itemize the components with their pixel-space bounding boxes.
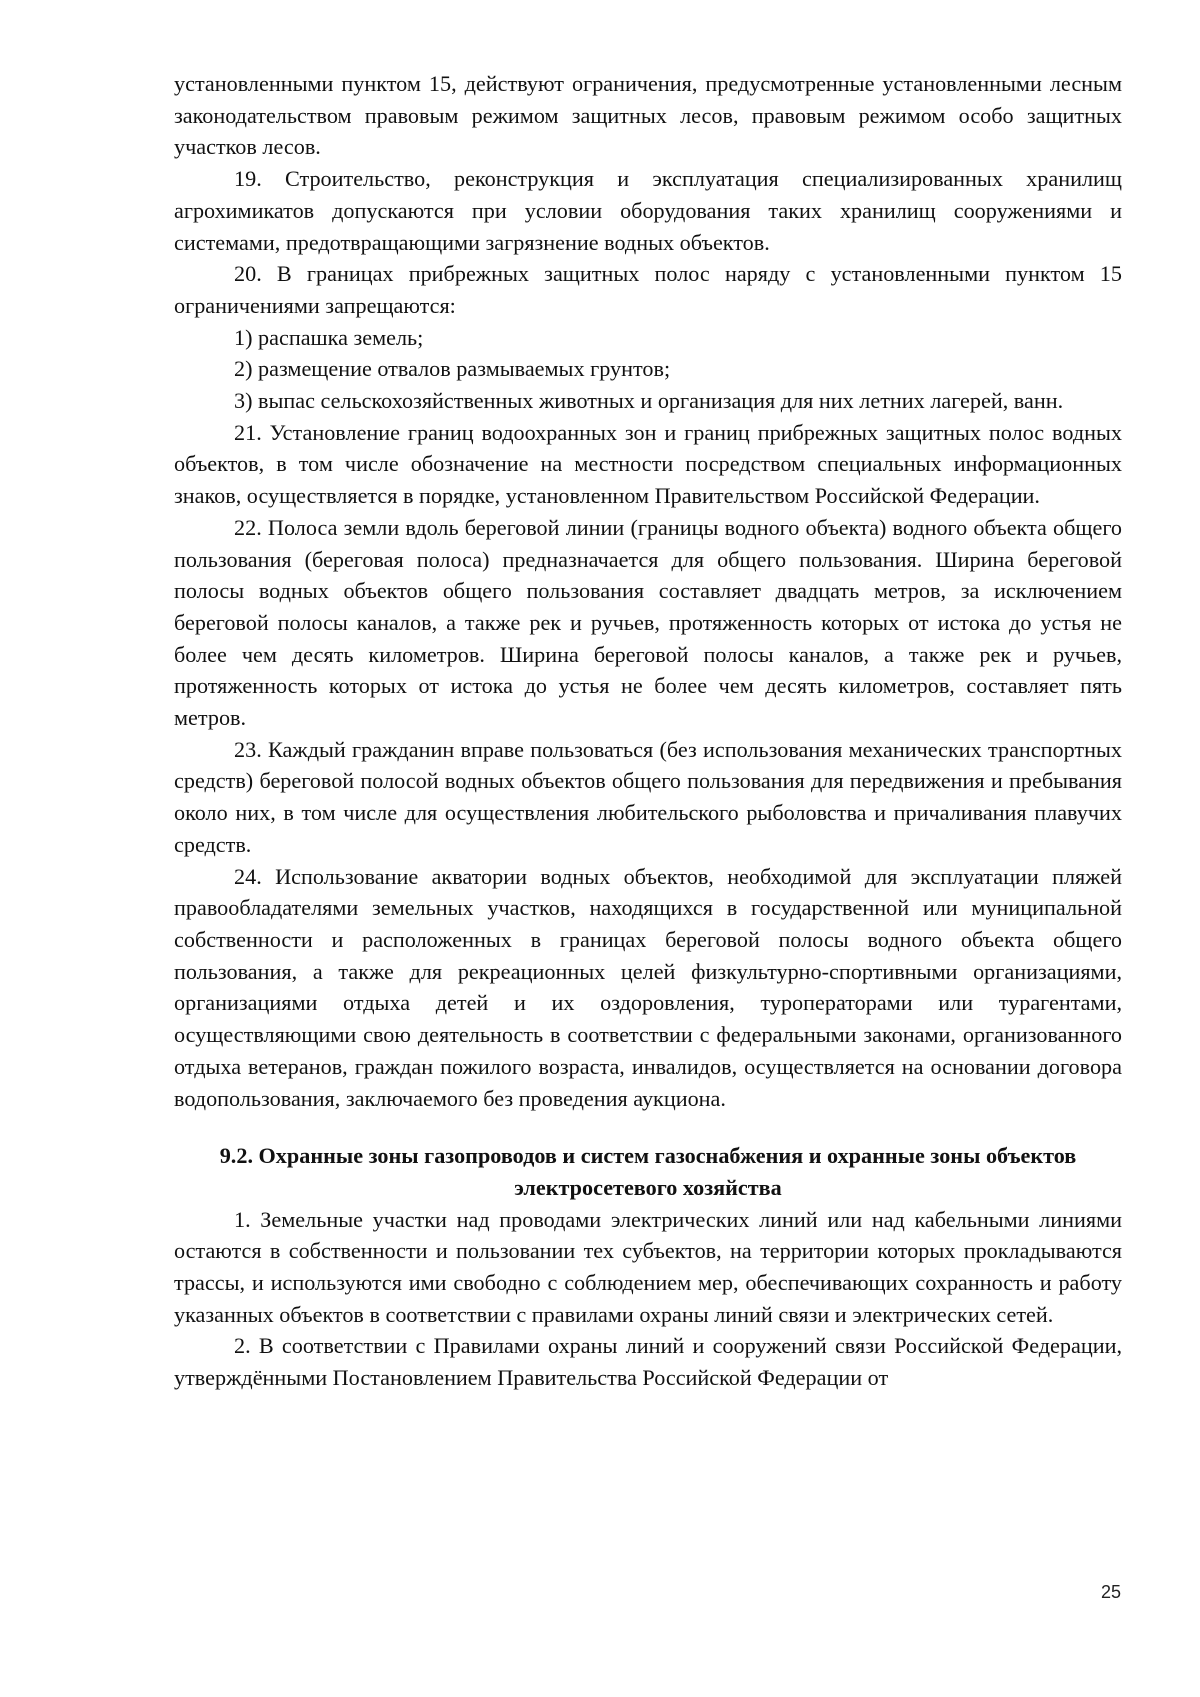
paragraph: 3) выпас сельскохозяйственных животных и организация для них летних лагерей, ванн. (234, 388, 1064, 414)
section-heading (174, 1140, 1122, 1203)
paragraph: 21. Установление границ водоохранных зон и границ прибрежных защитных полос водных объектов, в том числе обозначение на местности посредством специальных информационных знаков, осуществляется в порядке, установленном Правительством Российской Федерации. (174, 419, 1122, 509)
paragraph: 1) распашка земель; (234, 324, 424, 350)
paragraph: 2) размещение отвалов размываемых грунтов; (234, 356, 671, 382)
paragraph: 23. Каждый гражданин вправе пользоваться (без использования механических транспортных средств) береговой полосой водных объектов общего пользования для передвижения и пребывания около них, в том числе для осуществления любительского рыболовства и причаливания плавучих средств. (174, 736, 1122, 857)
page-number: 25 (1100, 1582, 1121, 1602)
paragraphs-after-section (174, 1204, 1122, 1394)
paragraph: 20. В границах прибрежных защитных полос наряду с установленными пунктом 15 ограничениями запрещаются: (174, 261, 1122, 318)
paragraph: 2. В соответствии с Правилами охраны линий и сооружений связи Российской Федерации, утверждёнными Постановлением Правительства Российской Федерации от (174, 1333, 1122, 1391)
paragraph: 1. Земельные участки над проводами электрических линий или над кабельными линиями остаются в собственности и пользовании тех субъектов, на территории которых прокладываются трассы, и используются ими свободно с соблюдением мер, обеспечивающих сохранность и работу указанных объектов в соответствии с правилами охраны линий связи и электрических сетей. (174, 1206, 1122, 1327)
paragraph: 24. Использование акватории водных объектов, необходимой для эксплуатации пляжей правообладателями земельных участков, находящихся в государственной или муниципальной собственности и расположенных в границах береговой полосы водного объекта общего пользования, а также для рекреационных целей физкультурно-спортивными организациями, организациями отдыха детей и их оздоровления, туроператорами или турагентами, осуществляющими свою деятельность в соответствии с федеральными законами, организованного отдыха ветеранов, граждан пожилого возраста, инвалидов, осуществляется на основании договора водопользования, заключаемого без проведения аукциона. (174, 863, 1122, 1111)
paragraph: установленными пунктом 15, действуют ограничения, предусмотренные установленными лесным законодательством правовым режимом защитных лесов, правовым режимом особо защитных участков лесов. (174, 71, 1122, 160)
section-heading-line-2: электросетевого хозяйства (514, 1174, 782, 1200)
paragraphs-before-section (174, 68, 1122, 1114)
paragraph: 19. Строительство, реконструкция и эксплуатация специализированных хранилищ агрохимикатов допускаются при условии оборудования таких хранилищ сооружениями и системами, предотвращающими загрязнение водных объектов. (174, 166, 1122, 255)
document-page (174, 68, 1122, 1394)
section-heading-line-1: 9.2. Охранные зоны газопроводов и систем газоснабжения и охранные зоны объектов (219, 1143, 1077, 1169)
paragraph: 22. Полоса земли вдоль береговой линии (границы водного объекта) водного объекта общего пользования (береговая полоса) предназначается для общего пользования. Ширина береговой полосы водных объектов общего пользования составляет двадцать метров, за исключением береговой полосы каналов, а также рек и ручьев, протяженность которых от истока до устья не более чем десять километров. Ширина береговой полосы каналов, а также рек и ручьев, протяженность которых от истока до устья не более чем десять километров, составляет пять метров. (174, 514, 1122, 731)
